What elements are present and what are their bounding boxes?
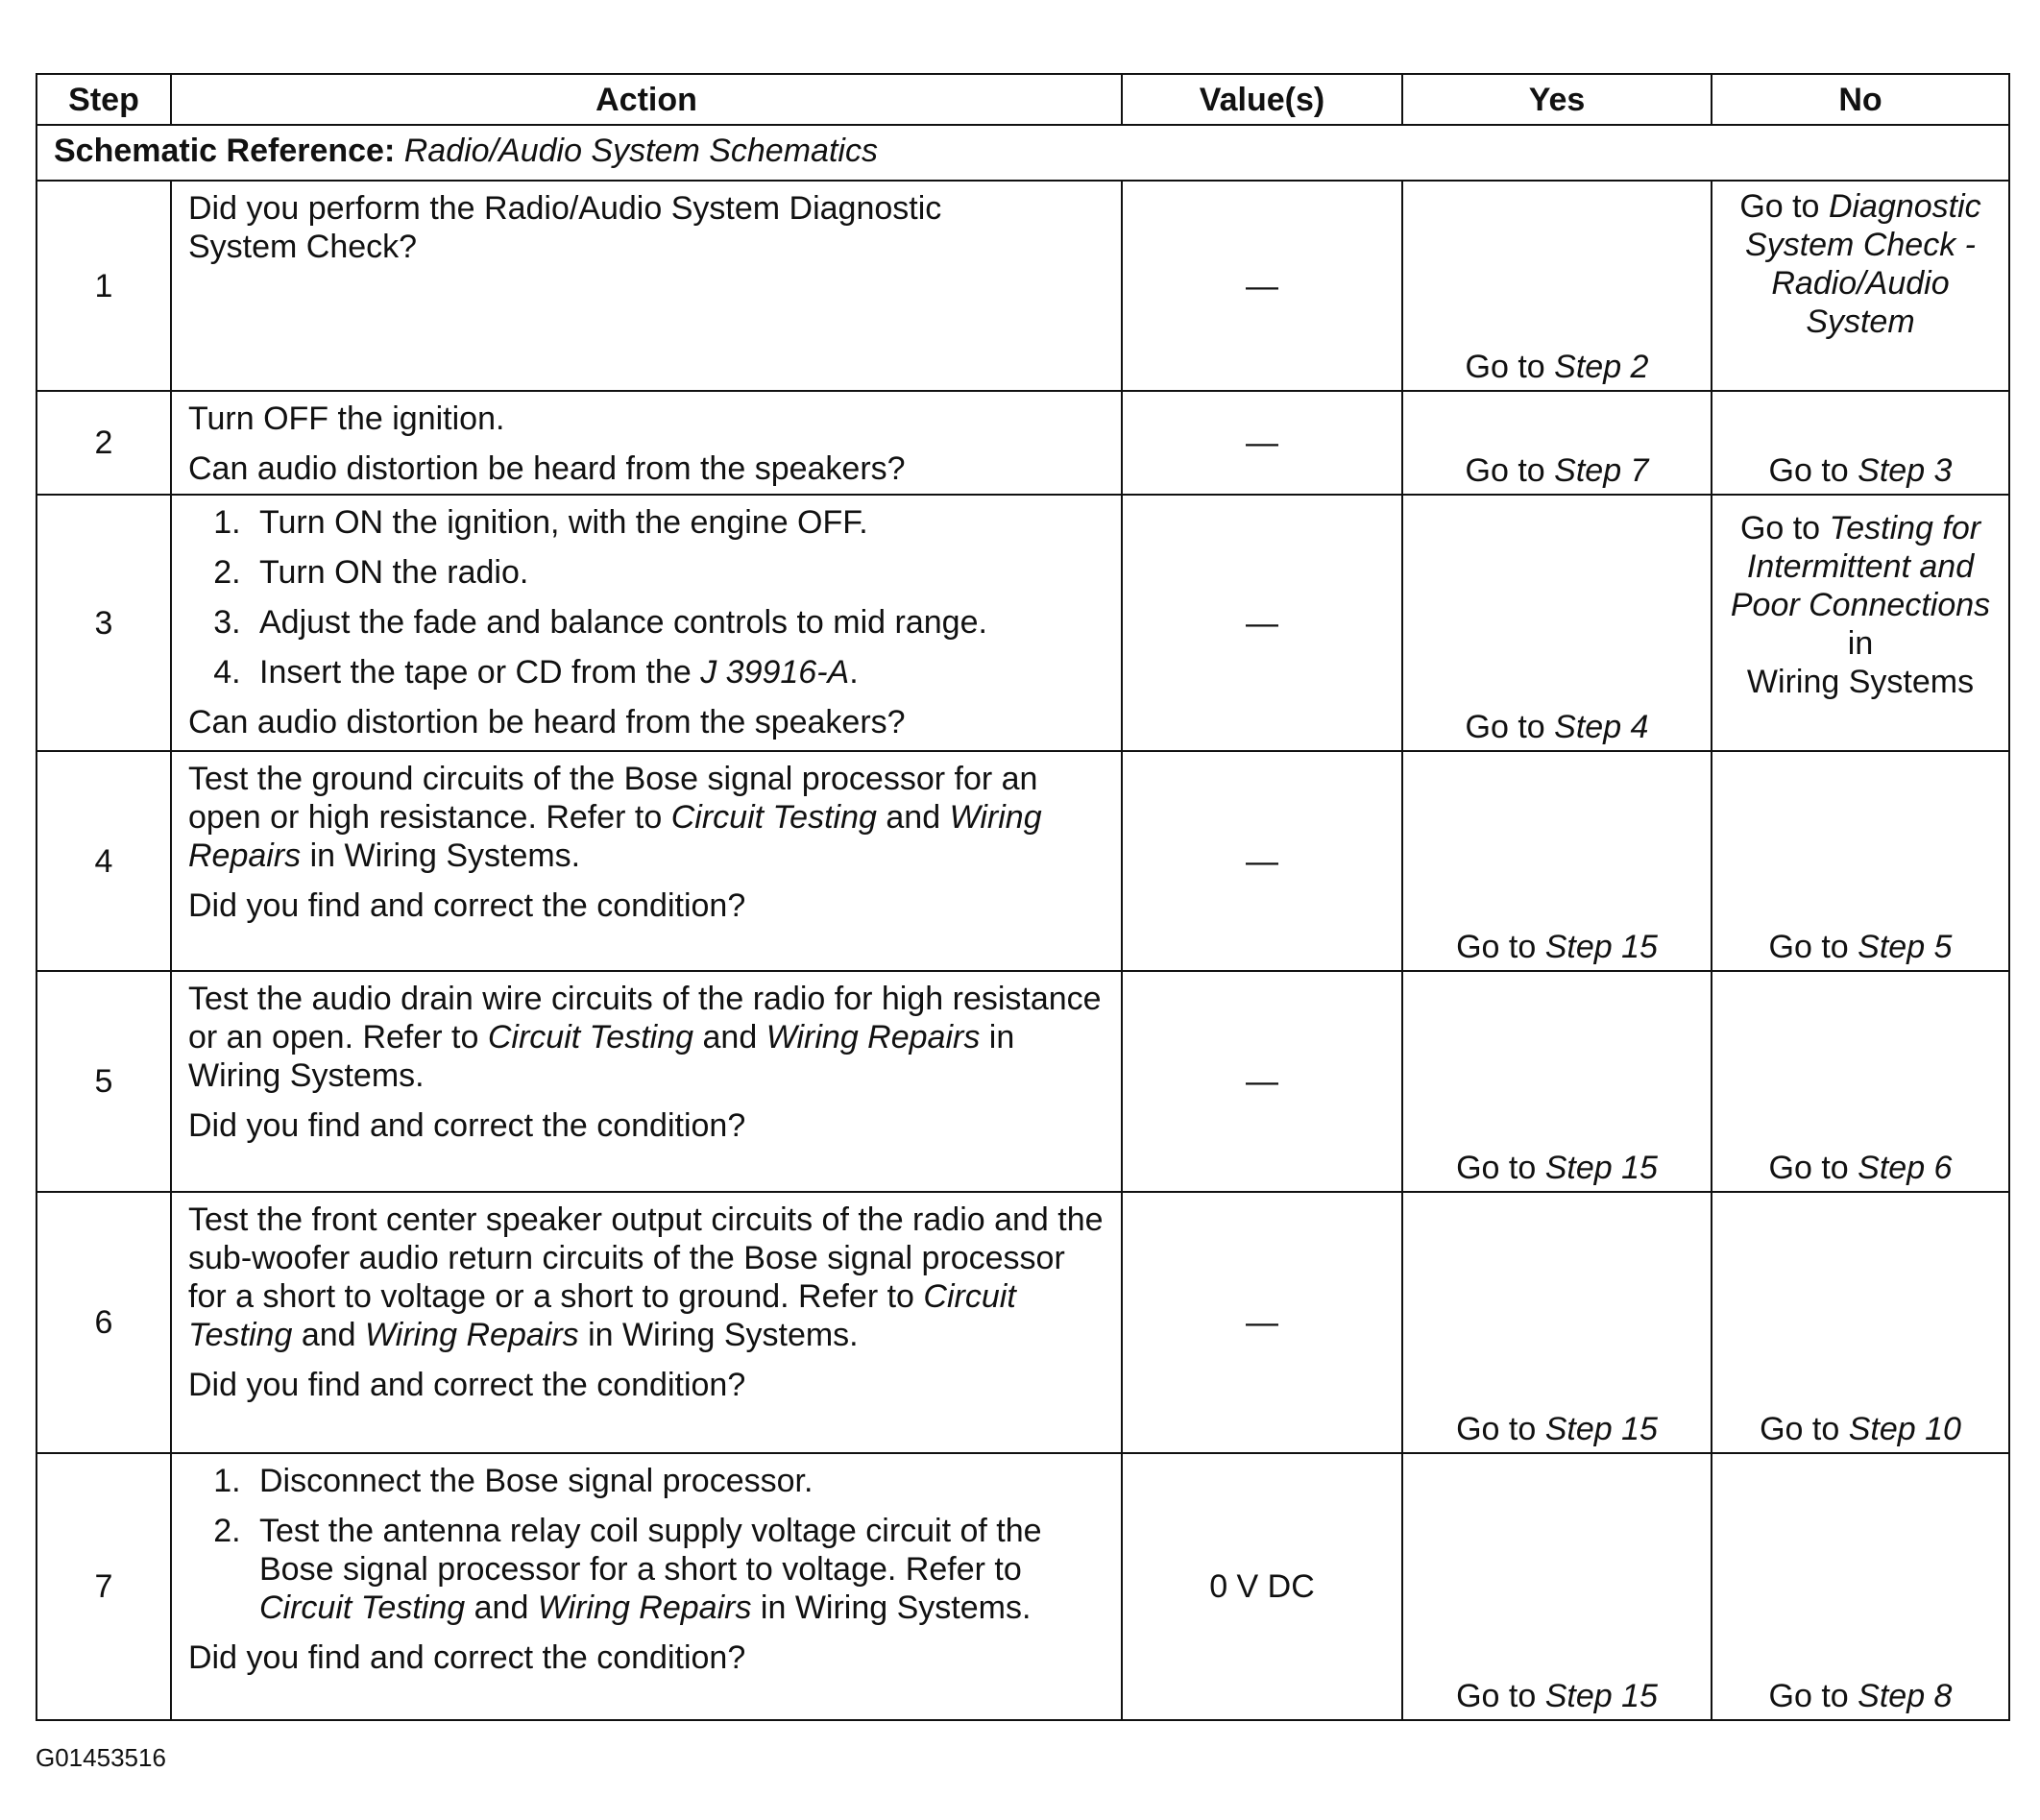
table-row: [36, 1192, 2009, 1453]
table-row: [36, 181, 2009, 391]
action-text-part: in Wiring Systems.: [309, 837, 581, 874]
no-link[interactable]: Step 5: [1858, 929, 1953, 965]
diagnostic-table: [36, 73, 2010, 1721]
no-cell: [1712, 391, 2009, 495]
yes-prefix: Go to: [1456, 929, 1537, 965]
action-question: Did you find and correct the condition?: [188, 1107, 746, 1144]
action-cell: [171, 181, 1122, 391]
yes-link[interactable]: Step 15: [1544, 1678, 1658, 1714]
value-cell: 0 V DC: [1122, 1453, 1402, 1720]
action-cell: [171, 391, 1122, 495]
yes-cell: [1402, 181, 1712, 391]
list-item: [250, 1512, 1105, 1627]
yes-cell: [1402, 495, 1712, 751]
no-prefix: Go to: [1768, 929, 1849, 965]
no-cell: [1712, 1453, 2009, 1720]
no-prefix: Go to: [1739, 188, 1820, 225]
step-number: 4: [36, 751, 171, 971]
yes-prefix: Go to: [1456, 1150, 1537, 1186]
action-cell: [171, 495, 1122, 751]
no-prefix: Go to: [1768, 1678, 1849, 1714]
action-question: Did you find and correct the condition?: [188, 1639, 746, 1676]
yes-prefix: Go to: [1465, 349, 1545, 385]
wiring-repairs-link[interactable]: Wiring Repairs: [765, 1019, 981, 1056]
yes-prefix: Go to: [1465, 452, 1545, 489]
action-steps-list: [188, 1462, 1105, 1627]
yes-link[interactable]: Step 4: [1554, 709, 1649, 745]
action-text-part: in Wiring Systems.: [588, 1317, 859, 1353]
no-link[interactable]: Testing for Intermittent and Poor Connections: [1730, 510, 1991, 623]
tool-reference: J 39916-A: [700, 654, 850, 691]
no-prefix: Go to: [1760, 1411, 1840, 1447]
action-text-part: Test the front center speaker output circuits of the radio and the sub-woofer audio return circuits of the Bose signal processor for a short to voltage or a short to ground. Refer to: [188, 1201, 1104, 1315]
table-row: [36, 1453, 2009, 1720]
list-item: [250, 653, 1105, 692]
no-link[interactable]: Step 3: [1858, 452, 1953, 489]
action-text-part: in Wiring Systems.: [188, 1019, 1015, 1094]
yes-cell: [1402, 971, 1712, 1192]
wiring-repairs-link[interactable]: Wiring Repairs: [365, 1317, 579, 1353]
header-step: Step: [36, 74, 171, 125]
no-cell: [1712, 971, 2009, 1192]
no-link[interactable]: Step 8: [1858, 1678, 1953, 1714]
table-row: [36, 391, 2009, 495]
value-cell: —: [1122, 751, 1402, 971]
value-cell: —: [1122, 391, 1402, 495]
list-item-text: Insert the tape or CD from the: [259, 654, 692, 691]
wiring-repairs-link[interactable]: Wiring Repairs: [188, 799, 1042, 874]
table-row: [36, 971, 2009, 1192]
no-cell: [1712, 495, 2009, 751]
yes-link[interactable]: Step 15: [1544, 929, 1658, 965]
list-item-text: in Wiring Systems.: [760, 1589, 1032, 1626]
schematic-reference: [36, 125, 2009, 181]
action-text: [188, 980, 1105, 1095]
no-cell: [1712, 751, 2009, 971]
table-row: [36, 495, 2009, 751]
yes-link[interactable]: Step 15: [1544, 1150, 1658, 1186]
circuit-testing-link[interactable]: Circuit Testing: [670, 799, 877, 836]
action-cell: [171, 751, 1122, 971]
yes-prefix: Go to: [1465, 709, 1545, 745]
yes-cell: [1402, 391, 1712, 495]
action-text: [188, 1201, 1105, 1354]
schematic-reference-row: [36, 125, 2009, 181]
table-row: [36, 751, 2009, 971]
action-text: Did you perform the Radio/Audio System Diagnostic System Check?: [188, 190, 942, 265]
no-link[interactable]: Diagnostic System Check - Radio/Audio System: [1745, 188, 1981, 340]
action-text-part: Test the ground circuits of the Bose signal processor for an open or high resistance. Refer to: [188, 761, 1038, 836]
yes-cell: [1402, 751, 1712, 971]
step-number: 6: [36, 1192, 171, 1453]
list-item: 1. Disconnect the Bose signal processor.: [250, 1462, 1105, 1500]
value-cell: —: [1122, 971, 1402, 1192]
yes-cell: [1402, 1192, 1712, 1453]
action-question: Did you find and correct the condition?: [188, 1367, 746, 1403]
wiring-repairs-link[interactable]: Wiring Repairs: [537, 1589, 752, 1626]
no-prefix: Go to: [1768, 1150, 1849, 1186]
action-question: Can audio distortion be heard from the speakers?: [188, 704, 906, 740]
value-cell: —: [1122, 495, 1402, 751]
value-cell: —: [1122, 1192, 1402, 1453]
list-item-suffix: .: [849, 654, 859, 691]
step-number: 1: [36, 181, 171, 391]
action-cell: [171, 1453, 1122, 1720]
list-item: 1. Turn ON the ignition, with the engine OFF.: [250, 503, 1105, 542]
action-and: and: [474, 1589, 529, 1626]
action-question: Did you find and correct the condition?: [188, 887, 746, 924]
circuit-testing-link[interactable]: Circuit Testing: [259, 1589, 466, 1626]
yes-prefix: Go to: [1456, 1411, 1537, 1447]
no-cell: [1712, 1192, 2009, 1453]
yes-prefix: Go to: [1456, 1678, 1537, 1714]
schematic-reference-link[interactable]: Radio/Audio System Schematics: [403, 133, 878, 169]
list-item: 3. Adjust the fade and balance controls to mid range.: [250, 603, 1105, 642]
header-no: No: [1712, 74, 2009, 125]
no-prefix: Go to: [1739, 510, 1821, 546]
action-question: Can audio distortion be heard from the speakers?: [188, 450, 906, 487]
action-and: and: [702, 1019, 758, 1056]
figure-code: G01453516: [36, 1743, 166, 1772]
header-row: [36, 74, 2009, 125]
header-values: Value(s): [1122, 74, 1402, 125]
yes-link[interactable]: Step 2: [1554, 349, 1649, 385]
value-cell: —: [1122, 181, 1402, 391]
no-in: in: [1847, 625, 1874, 662]
action-text-part: Test the audio drain wire circuits of the radio for high resistance or an open. Refer to: [188, 981, 1102, 1056]
action-text: [188, 760, 1105, 875]
step-number: 7: [36, 1453, 171, 1720]
action-and: and: [301, 1317, 356, 1353]
list-item-text: Test the antenna relay coil supply voltage circuit of the Bose signal processor for a short to voltage. Refer to: [259, 1513, 1042, 1588]
circuit-testing-link[interactable]: Circuit Testing: [487, 1019, 694, 1056]
no-prefix: Go to: [1768, 452, 1849, 489]
yes-cell: [1402, 1453, 1712, 1720]
action-cell: [171, 971, 1122, 1192]
header-action: Action: [171, 74, 1122, 125]
step-number: 3: [36, 495, 171, 751]
action-and: and: [886, 799, 941, 836]
no-suffix: Wiring Systems: [1746, 664, 1975, 700]
step-number: 2: [36, 391, 171, 495]
list-item: 2. Turn ON the radio.: [250, 553, 1105, 592]
action-text: Turn OFF the ignition.: [188, 400, 505, 437]
no-cell: [1712, 181, 2009, 391]
no-link[interactable]: Step 10: [1848, 1411, 1961, 1447]
yes-link[interactable]: Step 15: [1544, 1411, 1658, 1447]
no-link[interactable]: Step 6: [1858, 1150, 1953, 1186]
action-cell: [171, 1192, 1122, 1453]
step-number: 5: [36, 971, 171, 1192]
circuit-testing-link[interactable]: Circuit Testing: [188, 1278, 1016, 1353]
yes-link[interactable]: Step 7: [1554, 452, 1649, 489]
schematic-reference-label: Schematic Reference:: [54, 133, 396, 169]
action-steps-list: [188, 503, 1105, 692]
header-yes: Yes: [1402, 74, 1712, 125]
